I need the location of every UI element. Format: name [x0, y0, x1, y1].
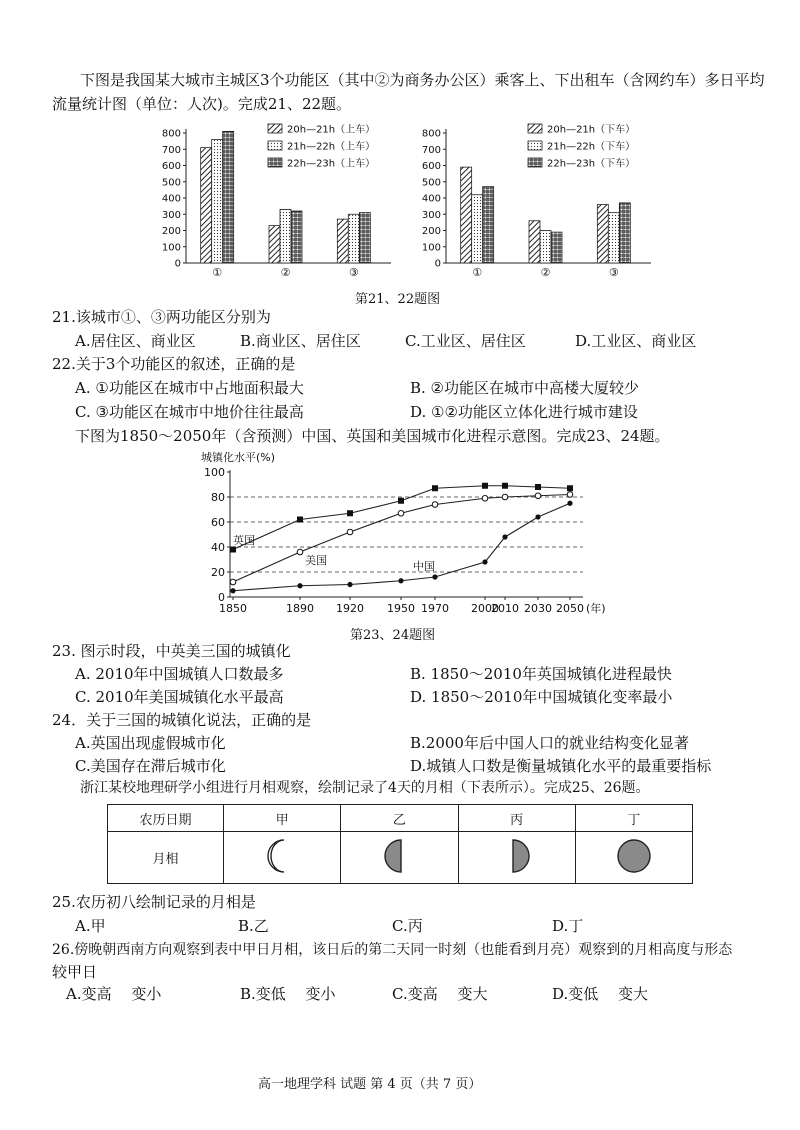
q21-option-b[interactable]: B.商业区、居住区 [240, 332, 361, 350]
x-tick-label: 2030 [524, 602, 552, 615]
data-point [347, 510, 353, 516]
data-point [230, 588, 235, 593]
y-tick-label: 80 [211, 491, 225, 504]
legend-label: 22h—23h（上车） [287, 158, 376, 170]
q26-option-d[interactable]: D.变低 变大 [552, 985, 649, 1003]
y-tick-label: 20 [211, 566, 225, 579]
q22-option-a[interactable]: A. ①功能区在城市中占地面积最大 [75, 379, 304, 397]
bar [337, 219, 348, 263]
table-row [108, 805, 693, 832]
q26-option-b[interactable]: B.变低 变小 [240, 985, 336, 1003]
data-point [535, 514, 540, 519]
q21-option-d[interactable]: D.工业区、商业区 [575, 332, 697, 350]
data-point [297, 583, 302, 588]
moon-cell-yi [341, 832, 458, 884]
q23-option-d[interactable]: D. 1850～2010年中国城镇化变率最小 [410, 688, 673, 706]
x-tick-label: 1920 [336, 602, 364, 615]
y-tick-label: 40 [211, 541, 225, 554]
data-point [398, 510, 404, 516]
q25-option-b[interactable]: B.乙 [238, 917, 269, 935]
y-tick-label: 100 [161, 242, 181, 254]
data-point [482, 495, 488, 501]
y-tick-label: 800 [421, 128, 441, 140]
legend-swatch [528, 141, 542, 150]
y-tick-label: 600 [421, 161, 441, 172]
bar [619, 203, 630, 263]
moon-phase-table [107, 804, 693, 884]
bar [291, 211, 302, 263]
question-26-stem-line-2: 较甲日 [52, 963, 98, 981]
x-tick-label: ② [280, 266, 291, 279]
data-point [230, 547, 236, 553]
y-tick-label: 600 [161, 161, 181, 172]
data-point [297, 549, 303, 555]
bar [269, 226, 280, 263]
data-point [502, 534, 507, 539]
bar-chart-dropoff [410, 118, 660, 283]
day-jia: 甲 [224, 805, 341, 832]
y-tick-label: 100 [421, 242, 441, 254]
data-point [482, 483, 488, 489]
y-axis-label: 城镇化水平(%) [201, 451, 276, 464]
legend-swatch [268, 124, 282, 133]
right-half-moon-icon [497, 836, 537, 876]
x-tick-label: 2000 [471, 602, 499, 615]
x-tick-label: 1850 [219, 602, 247, 615]
x-tick-label: ③ [348, 266, 359, 279]
moon-phase-header: 月相 [108, 832, 224, 884]
bar [212, 140, 223, 264]
intro-23-24: 下图为1850～2050年（含预测）中国、英国和美国城市化进程示意图。完成23、24题。 [75, 427, 670, 445]
legend-label: 21h—22h（下车） [547, 141, 636, 153]
x-tick-label: 1970 [421, 602, 449, 615]
x-axis-unit: (年) [586, 602, 606, 615]
question-26-stem-line-1: 26.傍晚朝西南方向观察到表中甲日月相，该日后的第二天同一时刻（也能看到月亮）观察到的月相高度与形态 [52, 942, 733, 958]
data-point [347, 529, 353, 535]
page-footer: 高一地理学科 试题 第 4 页（共 7 页） [258, 1077, 482, 1092]
y-tick-label: 800 [161, 128, 181, 140]
q24-option-c[interactable]: C.美国存在滞后城市化 [75, 757, 226, 775]
q21-option-a[interactable]: A.居住区、商业区 [75, 332, 196, 350]
legend-swatch [268, 158, 282, 167]
data-point [432, 485, 438, 491]
data-point [535, 484, 541, 490]
data-point [297, 517, 303, 523]
bar [529, 221, 540, 263]
bar [540, 231, 551, 264]
x-tick-label: ① [212, 266, 223, 279]
legend-label: 20h—21h（上车） [287, 124, 376, 136]
lunar-date-header: 农历日期 [108, 805, 224, 832]
question-24-stem: 24．关于三国的城镇化说法，正确的是 [52, 711, 312, 729]
figure-caption-21-22: 第21、22题图 [355, 292, 441, 307]
bar [359, 213, 370, 263]
table-row [108, 832, 693, 884]
bar [472, 195, 483, 263]
y-tick-label: 0 [218, 591, 225, 604]
legend-swatch [268, 141, 282, 150]
moon-cell-jia [224, 832, 341, 884]
x-tick-label: 2010 [491, 602, 519, 615]
bar [223, 131, 234, 263]
question-23-stem: 23. 图示时段，中英美三国的城镇化 [52, 642, 291, 660]
figure-caption-23-24: 第23、24题图 [350, 628, 436, 643]
q23-option-b[interactable]: B. 1850～2010年英国城镇化进程最快 [410, 665, 672, 683]
day-yi: 乙 [341, 805, 458, 832]
bar [461, 167, 472, 263]
legend-label: 21h—22h（上车） [287, 141, 376, 153]
bar [280, 209, 291, 263]
series-label: 美国 [305, 554, 327, 567]
bar [608, 213, 619, 263]
data-point [347, 582, 352, 587]
question-25-stem: 25.农历初八绘制记录的月相是 [52, 893, 256, 911]
y-tick-label: 400 [421, 193, 441, 205]
bar-chart-pickup [150, 118, 400, 283]
q24-option-b[interactable]: B.2000年后中国人口的就业结构变化显著 [410, 734, 689, 752]
data-point [230, 579, 236, 585]
y-tick-label: 0 [434, 258, 441, 270]
q23-option-a[interactable]: A. 2010年中国城镇人口数最多 [75, 665, 284, 683]
q25-option-d[interactable]: D.丁 [552, 917, 584, 935]
bar [597, 205, 608, 264]
q22-option-b[interactable]: B. ②功能区在城市中高楼大厦较少 [410, 379, 640, 397]
y-tick-label: 400 [161, 193, 181, 205]
data-point [432, 574, 437, 579]
left-half-moon-icon [379, 836, 419, 876]
y-tick-label: 200 [161, 226, 181, 237]
y-tick-label: 300 [161, 209, 181, 221]
question-22-stem: 22.关于3个功能区的叙述，正确的是 [52, 355, 296, 373]
data-point [502, 483, 508, 489]
data-point [567, 492, 573, 498]
x-tick-label: 1950 [387, 602, 415, 615]
q22-option-d[interactable]: D. ①②功能区立体化进行城市建设 [410, 403, 638, 421]
y-tick-label: 0 [174, 258, 181, 270]
legend-swatch [528, 124, 542, 133]
y-tick-label: 100 [204, 466, 225, 479]
data-point [567, 501, 572, 506]
legend-swatch [528, 158, 542, 167]
data-point [535, 493, 541, 499]
series-label: 中国 [413, 560, 435, 573]
x-tick-label: ① [472, 266, 483, 279]
y-tick-label: 60 [211, 516, 225, 529]
q26-option-c[interactable]: C.变高 变大 [392, 985, 488, 1003]
q22-option-c[interactable]: C. ③功能区在城市中地价往往最高 [75, 403, 304, 421]
full-moon-icon [614, 836, 654, 876]
x-tick-label: 1890 [286, 602, 314, 615]
day-bing: 丙 [458, 805, 575, 832]
series-line [233, 495, 570, 583]
q25-option-a[interactable]: A.甲 [75, 917, 106, 935]
legend-label: 22h—23h（下车） [547, 158, 636, 170]
q24-option-d[interactable]: D.城镇人口数是衡量城镇化水平的最重要指标 [410, 757, 712, 775]
q21-option-c[interactable]: C.工业区、居住区 [405, 332, 526, 350]
y-tick-label: 500 [421, 177, 441, 189]
x-tick-label: ③ [608, 266, 619, 279]
intro-25-26: 浙江某校地理研学小组进行月相观察，绘制记录了4天的月相（下表所示）。完成25、26题。 [80, 780, 650, 796]
series-label: 英国 [233, 534, 255, 547]
moon-cell-ding [575, 832, 692, 884]
question-21-stem: 21.该城市①、③两功能区分别为 [52, 308, 271, 326]
intro-line-1: 下图是我国某大城市主城区3个功能区（其中②为商务办公区）乘客上、下出租车（含网约车）多日平均 [80, 71, 765, 89]
x-tick-label: ② [540, 266, 551, 279]
y-tick-label: 500 [161, 177, 181, 189]
bar [551, 232, 562, 263]
intro-line-2: 流量统计图（单位：人次)。完成21、22题。 [52, 95, 352, 113]
data-point [482, 559, 487, 564]
data-point [502, 494, 508, 500]
q26-option-a[interactable]: A.变高 变小 [66, 985, 162, 1003]
data-point [398, 578, 403, 583]
bar [348, 214, 359, 263]
y-tick-label: 700 [161, 144, 181, 156]
bar [201, 148, 212, 263]
q25-option-c[interactable]: C.丙 [392, 917, 423, 935]
data-point [398, 498, 404, 504]
q23-option-c[interactable]: C. 2010年美国城镇化水平最高 [75, 688, 284, 706]
q24-option-a[interactable]: A.英国出现虚假城市化 [75, 734, 226, 752]
x-tick-label: 2050 [556, 602, 584, 615]
data-point [432, 502, 438, 508]
bar [483, 187, 494, 263]
data-point [567, 485, 573, 491]
urbanization-line-chart [195, 447, 635, 622]
series-line [233, 486, 570, 550]
moon-cell-bing [458, 832, 575, 884]
y-tick-label: 300 [421, 209, 441, 221]
legend-label: 20h—21h（下车） [547, 124, 636, 136]
crescent-moon-icon [262, 836, 302, 876]
y-tick-label: 700 [421, 144, 441, 156]
day-ding: 丁 [575, 805, 692, 832]
y-tick-label: 200 [421, 226, 441, 237]
